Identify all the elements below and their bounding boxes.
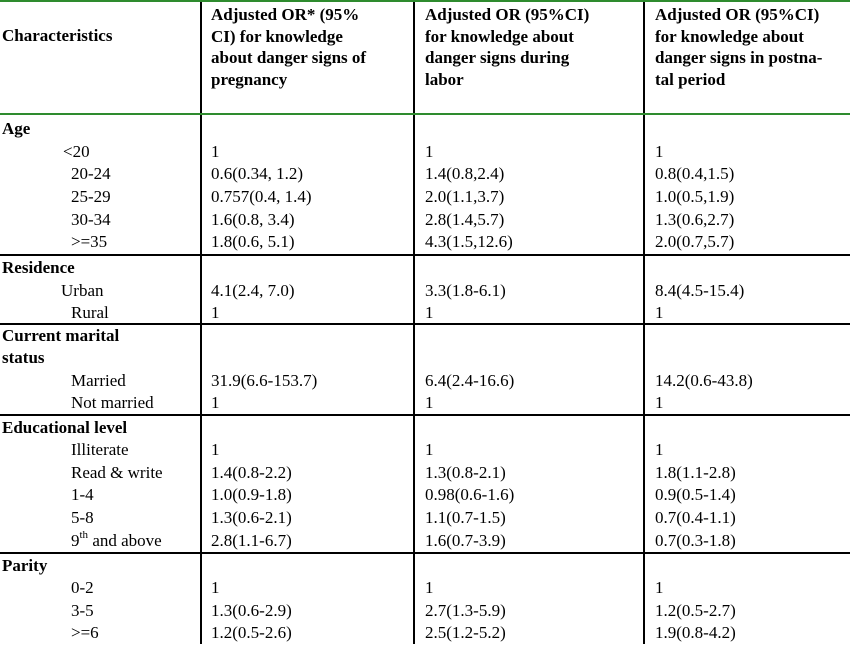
value-cell: 1 bbox=[211, 303, 220, 322]
value-cell: 1.3(0.8-2.1) bbox=[425, 463, 506, 482]
row-label-text: 1-4 bbox=[71, 485, 94, 504]
header-line: labor bbox=[425, 69, 464, 89]
value-cell: 1.0(0.9-1.8) bbox=[211, 485, 292, 504]
header-characteristics: Characteristics bbox=[2, 26, 113, 45]
row-label bbox=[71, 163, 111, 186]
value-cell: 1.3(0.6,2.7) bbox=[655, 210, 735, 229]
header-rule-top bbox=[0, 0, 850, 2]
value-cell: 2.8(1.1-6.7) bbox=[211, 531, 292, 550]
header-line: Adjusted OR (95%CI) bbox=[655, 5, 820, 24]
row-label-text: Age bbox=[2, 119, 31, 138]
value-cell: 1 bbox=[211, 393, 220, 412]
value-cell: 1.3(0.6-2.9) bbox=[211, 601, 292, 620]
group-label bbox=[2, 118, 30, 141]
value-cell: 1 bbox=[655, 393, 664, 412]
row-label bbox=[71, 577, 94, 600]
row-label-text: Residence bbox=[2, 258, 75, 277]
group-label bbox=[2, 257, 75, 280]
value-cell: 1.6(0.8, 3.4) bbox=[211, 210, 295, 229]
row-label-text: status bbox=[2, 348, 45, 367]
table-row bbox=[0, 302, 850, 325]
value-cell: 1 bbox=[425, 142, 434, 161]
header-line: CI) for knowledge bbox=[211, 26, 343, 46]
value-cell: 1 bbox=[425, 303, 434, 322]
header-line: about danger signs of bbox=[211, 48, 367, 67]
row-label-text: 5-8 bbox=[71, 508, 94, 527]
row-label bbox=[71, 186, 111, 209]
row-label-text: Rural bbox=[71, 303, 109, 322]
row-label bbox=[71, 209, 111, 232]
header-postnatal bbox=[655, 4, 822, 90]
table-row bbox=[0, 392, 850, 415]
row-label bbox=[71, 302, 109, 325]
table-row bbox=[0, 439, 850, 462]
row-label bbox=[71, 231, 107, 254]
value-cell: 2.7(1.3-5.9) bbox=[425, 601, 506, 620]
header-line: pregnancy bbox=[211, 69, 288, 89]
row-label-superscript: th bbox=[79, 529, 89, 542]
table-row bbox=[0, 622, 850, 645]
group-header-row bbox=[0, 347, 850, 370]
value-cell: 14.2(0.6-43.8) bbox=[655, 371, 753, 390]
value-cell: 0.9(0.5-1.4) bbox=[655, 485, 736, 504]
row-label bbox=[61, 280, 103, 303]
row-label-text: Illiterate bbox=[71, 440, 129, 459]
value-cell: 1.4(0.8-2.2) bbox=[211, 463, 292, 482]
row-label-text: Parity bbox=[2, 556, 48, 575]
value-cell: 31.9(6.6-153.7) bbox=[211, 371, 318, 390]
row-label bbox=[71, 392, 154, 415]
header-line: tal period bbox=[655, 69, 726, 89]
value-cell: 4.3(1.5,12.6) bbox=[425, 232, 513, 251]
value-cell: 1.3(0.6-2.1) bbox=[211, 508, 292, 527]
row-label-text: >=35 bbox=[71, 232, 108, 251]
value-cell: 1 bbox=[425, 578, 434, 597]
table-row bbox=[0, 370, 850, 393]
value-cell: 0.7(0.4-1.1) bbox=[655, 508, 736, 527]
row-label bbox=[71, 439, 129, 462]
value-cell: 1 bbox=[211, 440, 220, 459]
group-header-row bbox=[0, 118, 850, 141]
value-cell: 8.4(4.5-15.4) bbox=[655, 281, 745, 300]
row-label-text: Read & write bbox=[71, 463, 163, 482]
header-line: for knowledge about bbox=[425, 26, 574, 46]
row-label-text: 9 bbox=[71, 531, 80, 550]
value-cell: 0.98(0.6-1.6) bbox=[425, 485, 515, 504]
row-label bbox=[71, 462, 163, 485]
table-row bbox=[0, 507, 850, 530]
row-label-text: 25-29 bbox=[71, 187, 111, 206]
value-cell: 1.0(0.5,1.9) bbox=[655, 187, 735, 206]
table-row bbox=[0, 600, 850, 623]
row-label-text: 30-34 bbox=[71, 210, 111, 229]
value-cell: 0.757(0.4, 1.4) bbox=[211, 187, 312, 206]
row-label bbox=[63, 141, 90, 164]
group-rule bbox=[0, 254, 850, 256]
group-header-row bbox=[0, 555, 850, 578]
value-cell: 1 bbox=[655, 440, 664, 459]
row-label-text: Educational level bbox=[2, 418, 128, 437]
value-cell: 1 bbox=[655, 142, 664, 161]
value-cell: 2.5(1.2-5.2) bbox=[425, 623, 506, 642]
row-label bbox=[71, 622, 99, 645]
header-rule-bottom bbox=[0, 113, 850, 115]
header-line: Adjusted OR* (95% bbox=[211, 5, 360, 24]
table-row bbox=[0, 577, 850, 600]
value-cell: 1.1(0.7-1.5) bbox=[425, 508, 506, 527]
value-cell: 6.4(2.4-16.6) bbox=[425, 371, 515, 390]
row-label-text: >=6 bbox=[71, 623, 99, 642]
table-row bbox=[0, 280, 850, 303]
group-header-row bbox=[0, 257, 850, 280]
value-cell: 1 bbox=[211, 142, 220, 161]
group-label bbox=[2, 555, 47, 578]
header-line: Adjusted OR (95%CI) bbox=[425, 5, 590, 24]
row-label-text: Married bbox=[71, 371, 126, 390]
value-cell: 2.0(1.1,3.7) bbox=[425, 187, 505, 206]
header-line: danger signs in postna- bbox=[655, 48, 823, 67]
table-row bbox=[0, 462, 850, 485]
value-cell: 3.3(1.8-6.1) bbox=[425, 281, 506, 300]
value-cell: 0.7(0.3-1.8) bbox=[655, 531, 736, 550]
row-label bbox=[71, 530, 162, 553]
row-label-text: <20 bbox=[63, 142, 90, 161]
header-pregnancy bbox=[211, 4, 366, 90]
table-row bbox=[0, 186, 850, 209]
value-cell: 1.9(0.8-4.2) bbox=[655, 623, 736, 642]
row-label-text: Urban bbox=[61, 281, 104, 300]
value-cell: 1 bbox=[425, 393, 434, 412]
value-cell: 1.8(1.1-2.8) bbox=[655, 463, 736, 482]
value-cell: 1 bbox=[425, 440, 434, 459]
row-label-text: 3-5 bbox=[71, 601, 94, 620]
value-cell: 4.1(2.4, 7.0) bbox=[211, 281, 295, 300]
group-label bbox=[2, 325, 119, 348]
value-cell: 1.6(0.7-3.9) bbox=[425, 531, 506, 550]
value-cell: 1 bbox=[211, 578, 220, 597]
table-row bbox=[0, 209, 850, 232]
group-header-row bbox=[0, 417, 850, 440]
value-cell: 1.2(0.5-2.6) bbox=[211, 623, 292, 642]
row-label bbox=[71, 370, 126, 393]
row-label-text: Not married bbox=[71, 393, 154, 412]
header-line: for knowledge about bbox=[655, 26, 804, 46]
table-row bbox=[0, 530, 850, 553]
group-header-row bbox=[0, 325, 850, 348]
value-cell: 0.6(0.34, 1.2) bbox=[211, 164, 304, 183]
value-cell: 0.8(0.4,1.5) bbox=[655, 164, 735, 183]
table-row bbox=[0, 163, 850, 186]
row-label-text: 20-24 bbox=[71, 164, 111, 183]
row-label-text: Current marital bbox=[2, 326, 120, 345]
table-row bbox=[0, 141, 850, 164]
value-cell: 1.2(0.5-2.7) bbox=[655, 601, 736, 620]
group-label bbox=[2, 347, 45, 370]
group-label bbox=[2, 417, 127, 440]
row-label bbox=[71, 484, 94, 507]
row-label-suffix: and above bbox=[88, 531, 162, 550]
table-row bbox=[0, 484, 850, 507]
value-cell: 2.0(0.7,5.7) bbox=[655, 232, 735, 251]
value-cell: 1 bbox=[655, 303, 664, 322]
row-label-text: 0-2 bbox=[71, 578, 94, 597]
value-cell: 1 bbox=[655, 578, 664, 597]
value-cell: 2.8(1.4,5.7) bbox=[425, 210, 505, 229]
table-row bbox=[0, 231, 850, 254]
row-label bbox=[71, 600, 94, 623]
value-cell: 1.4(0.8,2.4) bbox=[425, 164, 505, 183]
header-labor bbox=[425, 4, 589, 90]
row-label bbox=[71, 507, 94, 530]
header-line: danger signs during bbox=[425, 48, 570, 67]
value-cell: 1.8(0.6, 5.1) bbox=[211, 232, 295, 251]
